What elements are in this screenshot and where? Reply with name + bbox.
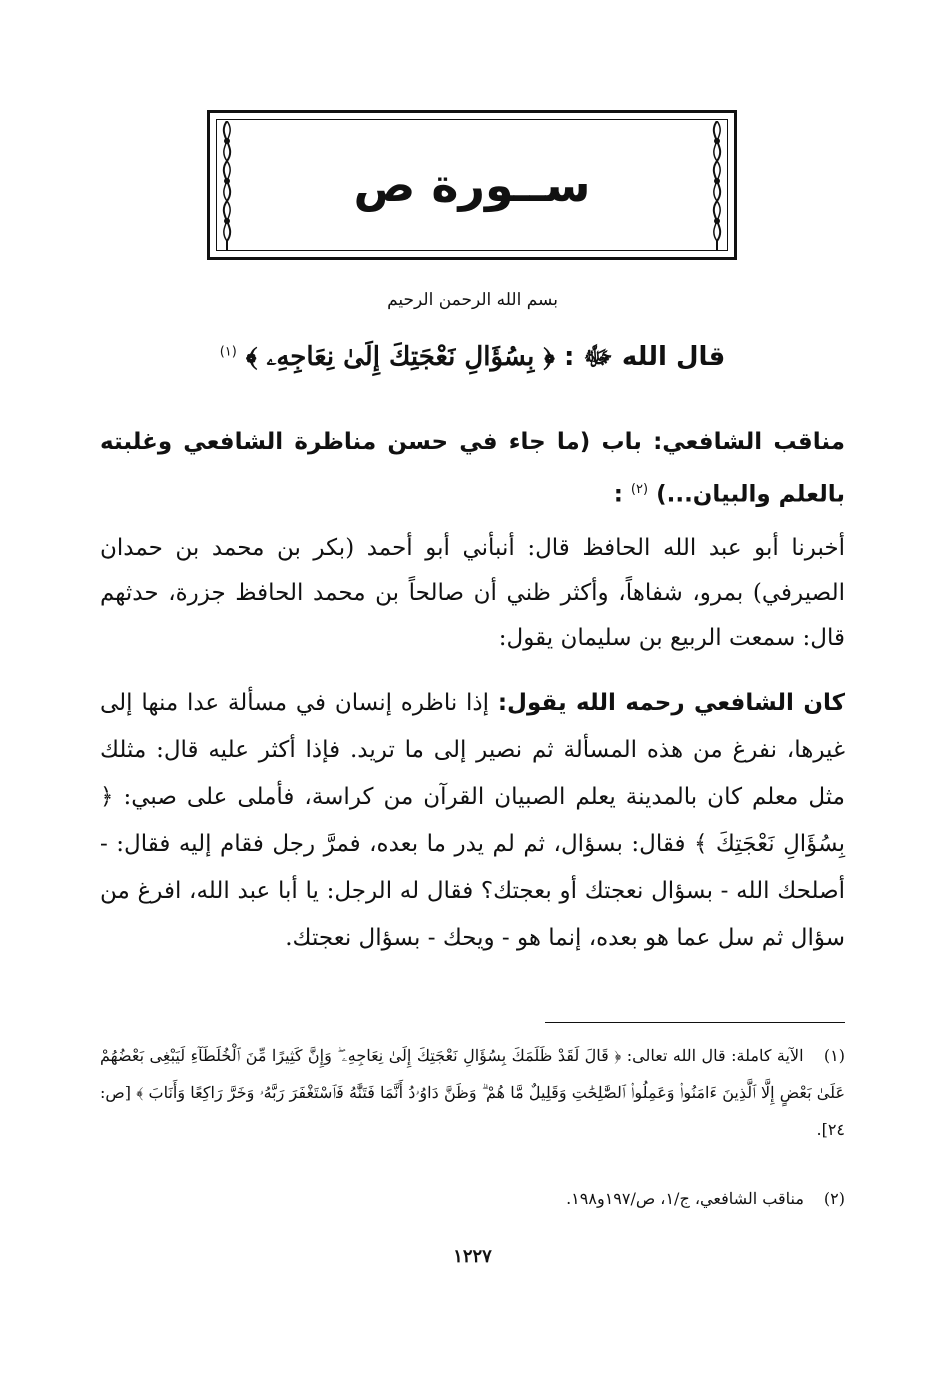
footnote-text: مناقب الشافعي، ج/١، ص/١٩٧و١٩٨. xyxy=(566,1189,804,1208)
footnote-text: الآية كاملة: قال الله تعالى: ﴿ قَالَ لَقَدْ ظَلَمَكَ بِسُؤَالِ نَعْجَتِكَ إِلَىٰ نِعَاجِهِۦ ۖ وَإِنَّ كَثِيرًا مِّنَ ٱلْخُلَطَآءِ لَيَبْغِى بَعْضُهُمْ عَلَىٰ بَعْضٍ إِلَّا ٱلَّذِينَ ءَامَنُوا۟ وَعَمِلُوا۟ ٱلصَّٰلِحَٰتِ وَقَلِيلٌ مَّا هُمْ ۗ وَظَنَّ دَاوُۥدُ أَنَّمَا فَتَنَّٰهُ فَٱسْتَغْفَرَ رَبَّهُۥ وَخَرَّ رَاكِعًا وَأَنَابَ ﴾ [ص: ٢٤]. xyxy=(100,1046,845,1139)
page-number: ١٢٢٧ xyxy=(453,1246,492,1267)
footnote-ref-1: (١) xyxy=(219,344,237,360)
quote-intro: قال الله ﷻ : xyxy=(563,342,726,372)
heading-tail: : xyxy=(613,481,623,508)
quranic-quote xyxy=(100,340,845,378)
surah-title: ســورة ص xyxy=(353,158,591,212)
paragraph-story xyxy=(100,680,845,962)
footnote-ref-2: (٢) xyxy=(630,482,649,497)
paragraph-body: إذا ناظره إنسان في مسألة عدا منها إلى غيرها، نفرغ من هذه المسألة ثم نصير إلى ما تريد. فإذا أكثر عليه قال: مثلك مثل معلم كان بالمدينة يعلم الصبيان القرآن من كراسة، فأملى على صبي: ﴿ بِسُؤَالِ نَعْجَتِكَ ﴾ فقال: بسؤال، ثم لم يدر ما بعده، فمرَّ رجل فقام إليه فقال: - أصلحك الله - بسؤال نعجتك أو بعجتك؟ فقال له الرجل: يا أبا عبد الله، افرغ من سؤال ثم سل عما هو بعده، إنما هو - ويحك - بسؤال نعجتك. xyxy=(100,690,845,951)
quote-verse: ﴿ بِسُؤَالِ نَعْجَتِكَ إِلَىٰ نِعَاجِهِۦ ﴾ xyxy=(245,342,555,372)
basmala: بسم الله الرحمن الرحيم xyxy=(387,290,558,310)
footnote-2 xyxy=(100,1180,845,1217)
surah-title-frame xyxy=(207,110,737,260)
footnote-1 xyxy=(100,1037,845,1148)
section-heading xyxy=(100,418,845,519)
heading-text: مناقب الشافعي: باب (ما جاء في حسن مناظرة الشافعي وغلبته بالعلم والبيان...) xyxy=(100,429,845,508)
paragraph-lead: كان الشافعي رحمه الله يقول: xyxy=(497,690,846,716)
paragraph-chain-of-narration: أخبرنا أبو عبد الله الحافظ قال: أنبأني أبو أحمد (بكر بن محمد بن حمدان الصيرفي) بمرو، شفاهاً، وأكثر ظني أن صالحاً بن محمد الحافظ جزرة، حدثهم قال: سمعت الربيع بن سليمان يقول: xyxy=(100,535,845,651)
footnote-separator xyxy=(545,1022,845,1023)
footnote-number: (٢) xyxy=(823,1189,845,1208)
footnote-number: (١) xyxy=(823,1046,846,1065)
